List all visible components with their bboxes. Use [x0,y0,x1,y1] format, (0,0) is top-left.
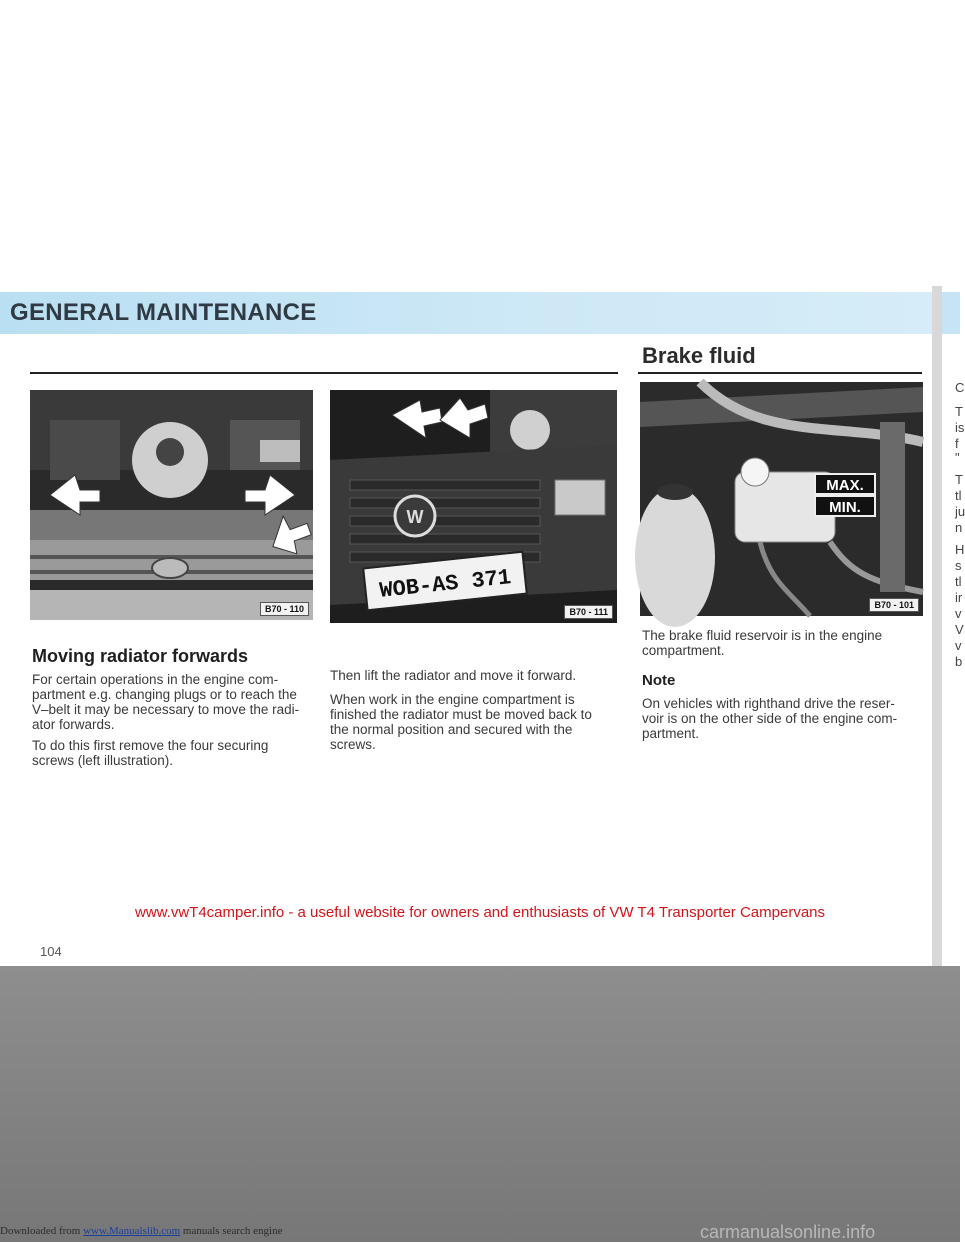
text-line: V–belt it may be necessary to move the radi- [32,702,300,717]
next-page-glyph: v [955,638,962,653]
radiator-paragraph-4 [330,692,620,752]
min-marker-label: MIN. [829,499,861,516]
next-page-glyph: H [955,542,965,557]
next-page-glyph: v [955,606,962,621]
next-page-glyph: tl [955,488,962,503]
figure-tag: B70 - 110 [260,602,309,616]
note-paragraph [642,696,932,741]
figure-radiator-screws [30,390,313,620]
scan-background [0,966,960,1242]
next-page-glyph: b [955,654,963,669]
figure-brake-reservoir [640,382,923,616]
next-page-glyph: ir [955,590,963,605]
next-page-glyph: T [955,404,963,419]
text-line: partment. [642,726,700,741]
divider-left [30,372,618,374]
next-page-band [942,292,960,334]
vw-grille-illustration [330,390,617,623]
next-page-glyph: C [955,380,965,395]
license-plate: WOB-AS 371 [378,565,513,604]
figure-radiator-lifted [330,390,617,623]
radiator-heading: Moving radiator forwards [32,646,249,666]
text-line: partment e.g. changing plugs or to reach the [32,687,297,702]
page-number: 104 [40,944,62,959]
radiator-paragraph-1 [32,672,322,732]
footer-suffix: manuals search engine [180,1225,283,1237]
text-line: voir is on the other side of the engine com- [642,711,898,726]
radiator-paragraph-2 [32,738,322,768]
note-heading: Note [642,672,676,689]
next-page-glyph: T [955,472,963,487]
radiator-paragraph-3: Then lift the radiator and move it forward. [330,668,577,683]
section-title: GENERAL MAINTENANCE [10,299,317,326]
text-line: The brake fluid reservoir is in the engine [642,628,883,643]
text-line: screws. [330,737,376,752]
footer-prefix: Downloaded from [0,1225,84,1237]
divider-right [638,372,922,374]
next-page-glyph: tl [955,574,962,589]
text-line: On vehicles with righthand drive the reser- [642,696,895,711]
text-line: the normal position and secured with the [330,722,573,737]
watermark: carmanualsonline.info [700,1222,876,1242]
text-line: ator forwards. [32,717,115,732]
brake-reservoir-illustration [640,382,923,616]
next-page-glyph: f [955,436,959,451]
text-line: compartment. [642,643,725,658]
figure-tag: B70 - 101 [869,598,919,612]
next-page-glyph: s [955,558,962,573]
next-page-glyph: n [955,520,963,535]
text-line: For certain operations in the engine com- [32,672,279,687]
next-page-glyph: " [955,450,960,465]
manualslib-link[interactable]: www.Manualslib.com [83,1225,181,1237]
next-page-glyph: ju [955,504,965,519]
text-line: When work in the engine compartment is [330,692,575,707]
brake-paragraph-1 [642,628,932,658]
svg-text:W: W [406,507,424,527]
text-line: screws (left illustration). [32,753,174,768]
max-marker-label: MAX. [826,477,864,494]
download-footer [0,1225,282,1237]
next-page-glyph: V [955,622,964,637]
website-banner: www.vwT4camper.info - a useful website for owners and enthusiasts of VW T4 Transporter Campervans [134,904,826,921]
figure-tag: B70 - 111 [564,605,613,619]
brake-fluid-title: Brake fluid [642,343,756,368]
next-page-glyph: is [955,420,965,435]
text-line: finished the radiator must be moved back to [330,707,592,722]
engine-bay-illustration [30,390,313,620]
text-line: To do this first remove the four securing [32,738,269,753]
